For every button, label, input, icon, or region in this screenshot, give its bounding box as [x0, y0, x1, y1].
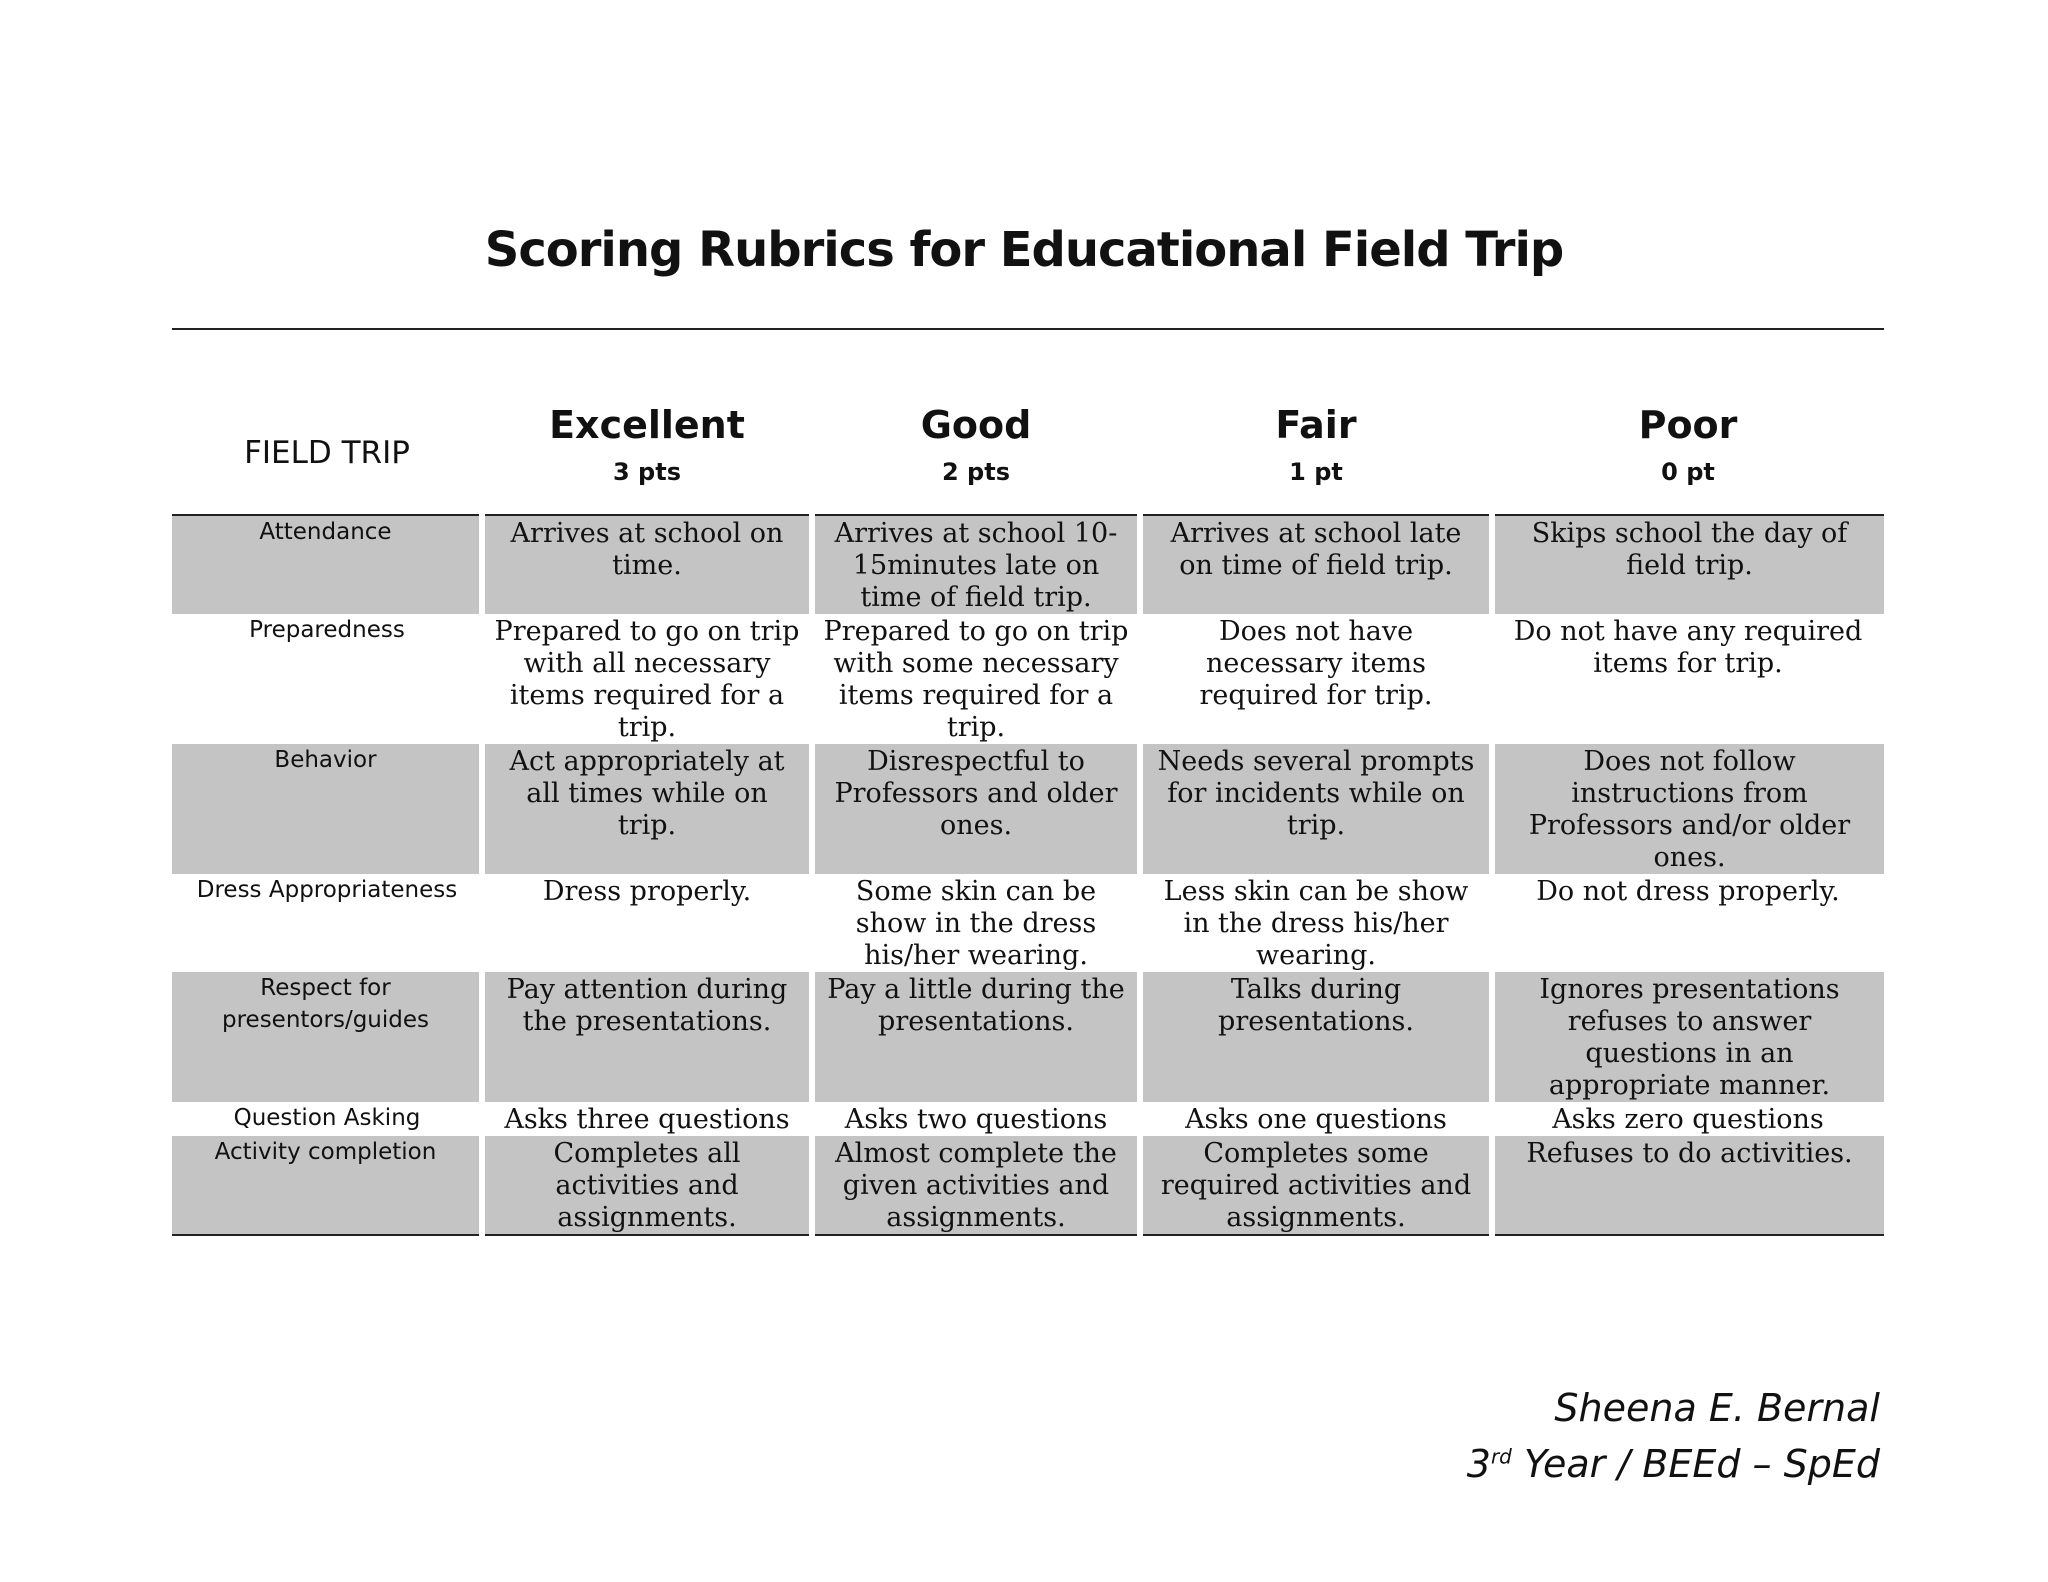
good-cell: Prepared to go on trip with some necessary items required for a trip.: [812, 614, 1140, 744]
fair-cell: Talks during presentations.: [1140, 972, 1492, 1102]
good-cell: Arrives at school 10-15minutes late on time of field trip.: [812, 515, 1140, 614]
table-row: [172, 874, 1884, 972]
fair-cell: Completes some required activities and assignments.: [1140, 1136, 1492, 1235]
fair-cell: Needs several prompts for incidents while on trip.: [1140, 744, 1492, 874]
signature-program: [1467, 1442, 1880, 1486]
poor-cell: Does not follow instructions from Professors and/or older ones.: [1492, 744, 1884, 874]
criterion-cell: Preparedness: [172, 614, 482, 744]
year-suffix: rd: [1490, 1444, 1512, 1469]
criteria-header-label: FIELD TRIP: [244, 435, 410, 471]
year-number: 3: [1466, 1442, 1491, 1486]
level-points: 3 pts: [613, 458, 681, 486]
level-header-good: [812, 380, 1140, 515]
good-cell: Some skin can be show in the dress his/her wearing.: [812, 874, 1140, 972]
page-title: Scoring Rubrics for Educational Field Trip: [484, 222, 1564, 278]
table-row: [172, 515, 1884, 614]
good-cell: Pay a little during the presentations.: [812, 972, 1140, 1102]
good-cell: Asks two questions: [812, 1102, 1140, 1136]
criterion-cell: Dress Appropriateness: [172, 874, 482, 972]
signature-name: Sheena E. Bernal: [1554, 1386, 1880, 1430]
title-divider: [172, 328, 1884, 330]
criterion-cell: Respect for presentors/guides: [172, 972, 482, 1102]
criterion-cell: Behavior: [172, 744, 482, 874]
criterion-cell: Activity completion: [172, 1136, 482, 1235]
fair-cell: Does not have necessary items required for trip.: [1140, 614, 1492, 744]
level-header-poor: [1492, 380, 1884, 515]
header-row: [172, 380, 1884, 515]
criterion-cell: Attendance: [172, 515, 482, 614]
level-points: 2 pts: [942, 458, 1010, 486]
poor-cell: Ignores presentations refuses to answer questions in an appropriate manner.: [1492, 972, 1884, 1102]
table-row: [172, 1136, 1884, 1235]
table-row: [172, 972, 1884, 1102]
level-name: Excellent: [549, 403, 745, 447]
level-name: Poor: [1638, 403, 1738, 447]
level-name: Good: [920, 403, 1032, 447]
level-points: 1 pt: [1289, 458, 1343, 486]
excellent-cell: Act appropriately at all times while on trip.: [482, 744, 812, 874]
rubric-table: [172, 380, 1884, 1236]
poor-cell: Asks zero questions: [1492, 1102, 1884, 1136]
criterion-cell: Question Asking: [172, 1102, 482, 1136]
fair-cell: Asks one questions: [1140, 1102, 1492, 1136]
excellent-cell: Completes all activities and assignments.: [482, 1136, 812, 1235]
excellent-cell: Dress properly.: [482, 874, 812, 972]
table-row: [172, 744, 1884, 874]
level-name: Fair: [1275, 403, 1357, 447]
excellent-cell: Pay attention during the presentations.: [482, 972, 812, 1102]
excellent-cell: Asks three questions: [482, 1102, 812, 1136]
good-cell: Disrespectful to Professors and older ones.: [812, 744, 1140, 874]
good-cell: Almost complete the given activities and assignments.: [812, 1136, 1140, 1235]
level-header-fair: [1140, 380, 1492, 515]
criteria-header: [172, 380, 482, 515]
poor-cell: Skips school the day of field trip.: [1492, 515, 1884, 614]
excellent-cell: Arrives at school on time.: [482, 515, 812, 614]
table-row: [172, 614, 1884, 744]
level-header-excellent: [482, 380, 812, 515]
fair-cell: Arrives at school late on time of field trip.: [1140, 515, 1492, 614]
fair-cell: Less skin can be show in the dress his/her wearing.: [1140, 874, 1492, 972]
excellent-cell: Prepared to go on trip with all necessary items required for a trip.: [482, 614, 812, 744]
poor-cell: Do not dress properly.: [1492, 874, 1884, 972]
poor-cell: Refuses to do activities.: [1492, 1136, 1884, 1235]
table-row: [172, 1102, 1884, 1136]
program-text: Year / BEEd – SpEd: [1523, 1442, 1880, 1486]
level-points: 0 pt: [1661, 458, 1715, 486]
poor-cell: Do not have any required items for trip.: [1492, 614, 1884, 744]
